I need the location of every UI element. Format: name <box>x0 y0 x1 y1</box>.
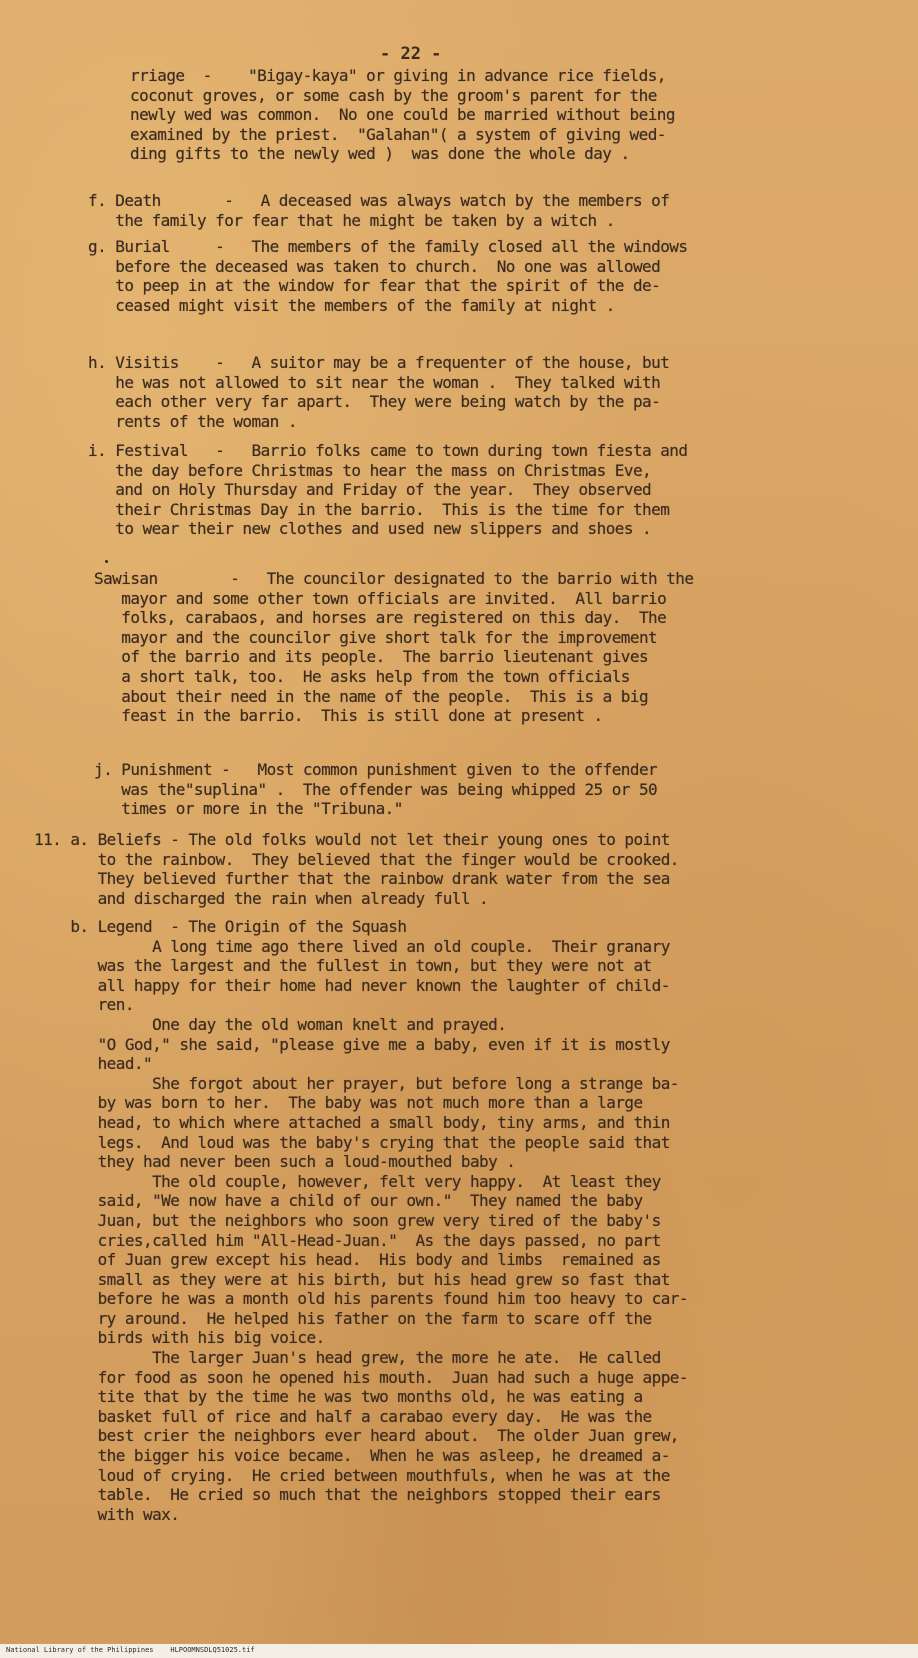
text-line: said, "We now have a child of our own." They named the baby <box>34 1191 643 1211</box>
text-line: She forgot about her prayer, but before long a strange ba- <box>34 1073 679 1093</box>
text-line: best crier the neighbors ever heard about. The older Juan grew, <box>34 1426 679 1446</box>
section-legend <box>34 917 688 1524</box>
text-line: coconut groves, or some cash by the groom's parent for the <box>130 85 657 105</box>
text-line: folks, carabaos, and horses are registered on this day. The <box>94 608 667 628</box>
text-line: of the barrio and its people. The barrio lieutenant gives <box>94 647 649 667</box>
scan-footer: National Library of the Philippines HLPOOMNSDLQ51025.tif <box>2 1646 259 1654</box>
text-line: mayor and the councilor give short talk for the improvement <box>94 627 658 647</box>
text-line: A long time ago there lived an old couple. Their granary <box>34 936 670 956</box>
text-line: i. Festival - Barrio folks came to town during town fiesta and <box>88 441 688 460</box>
text-line: to peep in at the window for fear that the spirit of the de- <box>88 276 661 296</box>
section-visits <box>88 353 669 431</box>
text-line: g. Burial - The members of the family closed all the windows <box>88 237 688 256</box>
text-line: ry around. He helped his father on the farm to scare off the <box>34 1308 652 1328</box>
text-line: loud of crying. He cried between mouthfuls, when he was at the <box>34 1465 670 1485</box>
section-festival <box>88 441 687 539</box>
text-line: was the largest and the fullest in town, but they were not at <box>34 956 652 976</box>
text-line: and discharged the rain when already full . <box>34 888 489 908</box>
text-line: was the"suplina" . The offender was being whipped 25 or 50 <box>94 779 658 799</box>
text-line: The old couple, however, felt very happy. At least they <box>34 1171 661 1191</box>
text-line: One day the old woman knelt and prayed. <box>34 1014 507 1034</box>
text-line: birds with his big voice. <box>34 1328 325 1348</box>
text-line: the family for fear that he might be taken by a witch . <box>88 210 615 230</box>
text-line: he was not allowed to sit near the woman . They talked with <box>88 372 661 392</box>
text-line: j. Punishment - Most common punishment given to the offender <box>94 760 658 779</box>
text-line: before the deceased was taken to church. No one was allowed <box>88 256 661 276</box>
section-punishment <box>94 760 657 819</box>
text-line: each other very far apart. They were being watch by the pa- <box>88 392 661 412</box>
text-line: cries,called him "All-Head-Juan." As the days passed, no part <box>34 1230 661 1250</box>
text-line: mayor and some other town officials are invited. All barrio <box>94 588 667 608</box>
text-line: legs. And loud was the baby's crying that the people said that <box>34 1132 670 1152</box>
section-burial <box>88 237 687 315</box>
text-line: before he was a month old his parents found him too heavy to car- <box>34 1289 688 1309</box>
text-line: the bigger his voice became. When he was asleep, he dreamed a- <box>34 1446 670 1466</box>
text-line: Juan, but the neighbors who soon grew very tired of the baby's <box>34 1210 661 1230</box>
text-line: a short talk, too. He asks help from the town officials <box>94 666 630 686</box>
text-line: the day before Christmas to hear the mass on Christmas Eve, <box>88 460 652 480</box>
text-line: of Juan grew except his head. His body and limbs remained as <box>34 1250 661 1270</box>
text-line: h. Visitis - A suitor may be a frequenter of the house, but <box>88 353 670 372</box>
text-line: head, to which where attached a small body, tiny arms, and thin <box>34 1112 670 1132</box>
text-line: to the rainbow. They believed that the finger would be crooked. <box>34 849 679 869</box>
text-line: The larger Juan's head grew, the more he ate. He called <box>34 1348 661 1368</box>
text-line: ren. <box>34 995 134 1015</box>
text-line: feast in the barrio. This is still done at present . <box>94 706 603 726</box>
text-line: rriage - "Bigay-kaya" or giving in advance rice fields, <box>130 66 666 85</box>
text-line: and on Holy Thursday and Friday of the year. They observed <box>88 480 652 500</box>
text-line: for food as soon he opened his mouth. Juan had such a huge appe- <box>34 1367 688 1387</box>
text-line: rents of the woman . <box>88 411 297 431</box>
text-line: table. He cried so much that the neighbors stopped their ears <box>34 1485 661 1505</box>
page-number: - 22 - <box>380 44 442 64</box>
section-marriage <box>130 66 675 164</box>
text-line: small as they were at his birth, but his head grew so fast that <box>34 1269 670 1289</box>
text-line: tite that by the time he was two months old, he was eating a <box>34 1387 643 1407</box>
text-line: basket full of rice and half a carabao every day. He was the <box>34 1406 652 1426</box>
text-line: "O God," she said, "please give me a baby, even if it is mostly <box>34 1034 670 1054</box>
text-line: about their need in the name of the people. This is a big <box>94 686 649 706</box>
text-line: newly wed was common. No one could be married without being <box>130 105 675 125</box>
text-line: they had never been such a loud-mouthed baby . <box>34 1152 516 1172</box>
text-line: ding gifts to the newly wed ) was done the whole day . <box>130 144 630 164</box>
text-line: They believed further that the rainbow drank water from the sea <box>34 869 670 889</box>
section-beliefs <box>34 830 679 908</box>
text-line: 11. a. Beliefs - The old folks would not let their young ones to point <box>34 830 670 849</box>
ink-mark <box>105 560 108 563</box>
text-line: examined by the priest. "Galahan"( a system of giving wed- <box>130 124 666 144</box>
section-death <box>88 191 669 230</box>
text-line: their Christmas Day in the barrio. This is the time for them <box>88 499 670 519</box>
text-line: head." <box>34 1054 153 1074</box>
text-line: with wax. <box>34 1504 180 1524</box>
section-sawisan <box>94 569 693 726</box>
text-line: to wear their new clothes and used new slippers and shoes . <box>88 519 652 539</box>
text-line: f. Death - A deceased was always watch by the members of <box>88 191 670 210</box>
text-line: by was born to her. The baby was not much more than a large <box>34 1093 643 1113</box>
text-line: all happy for their home had never known the laughter of child- <box>34 975 670 995</box>
text-line: b. Legend - The Origin of the Squash <box>34 917 407 936</box>
text-line: times or more in the "Tribuna." <box>94 799 403 819</box>
text-line: ceased might visit the members of the family at night . <box>88 295 615 315</box>
text-line: Sawisan - The councilor designated to the barrio with the <box>94 569 694 588</box>
